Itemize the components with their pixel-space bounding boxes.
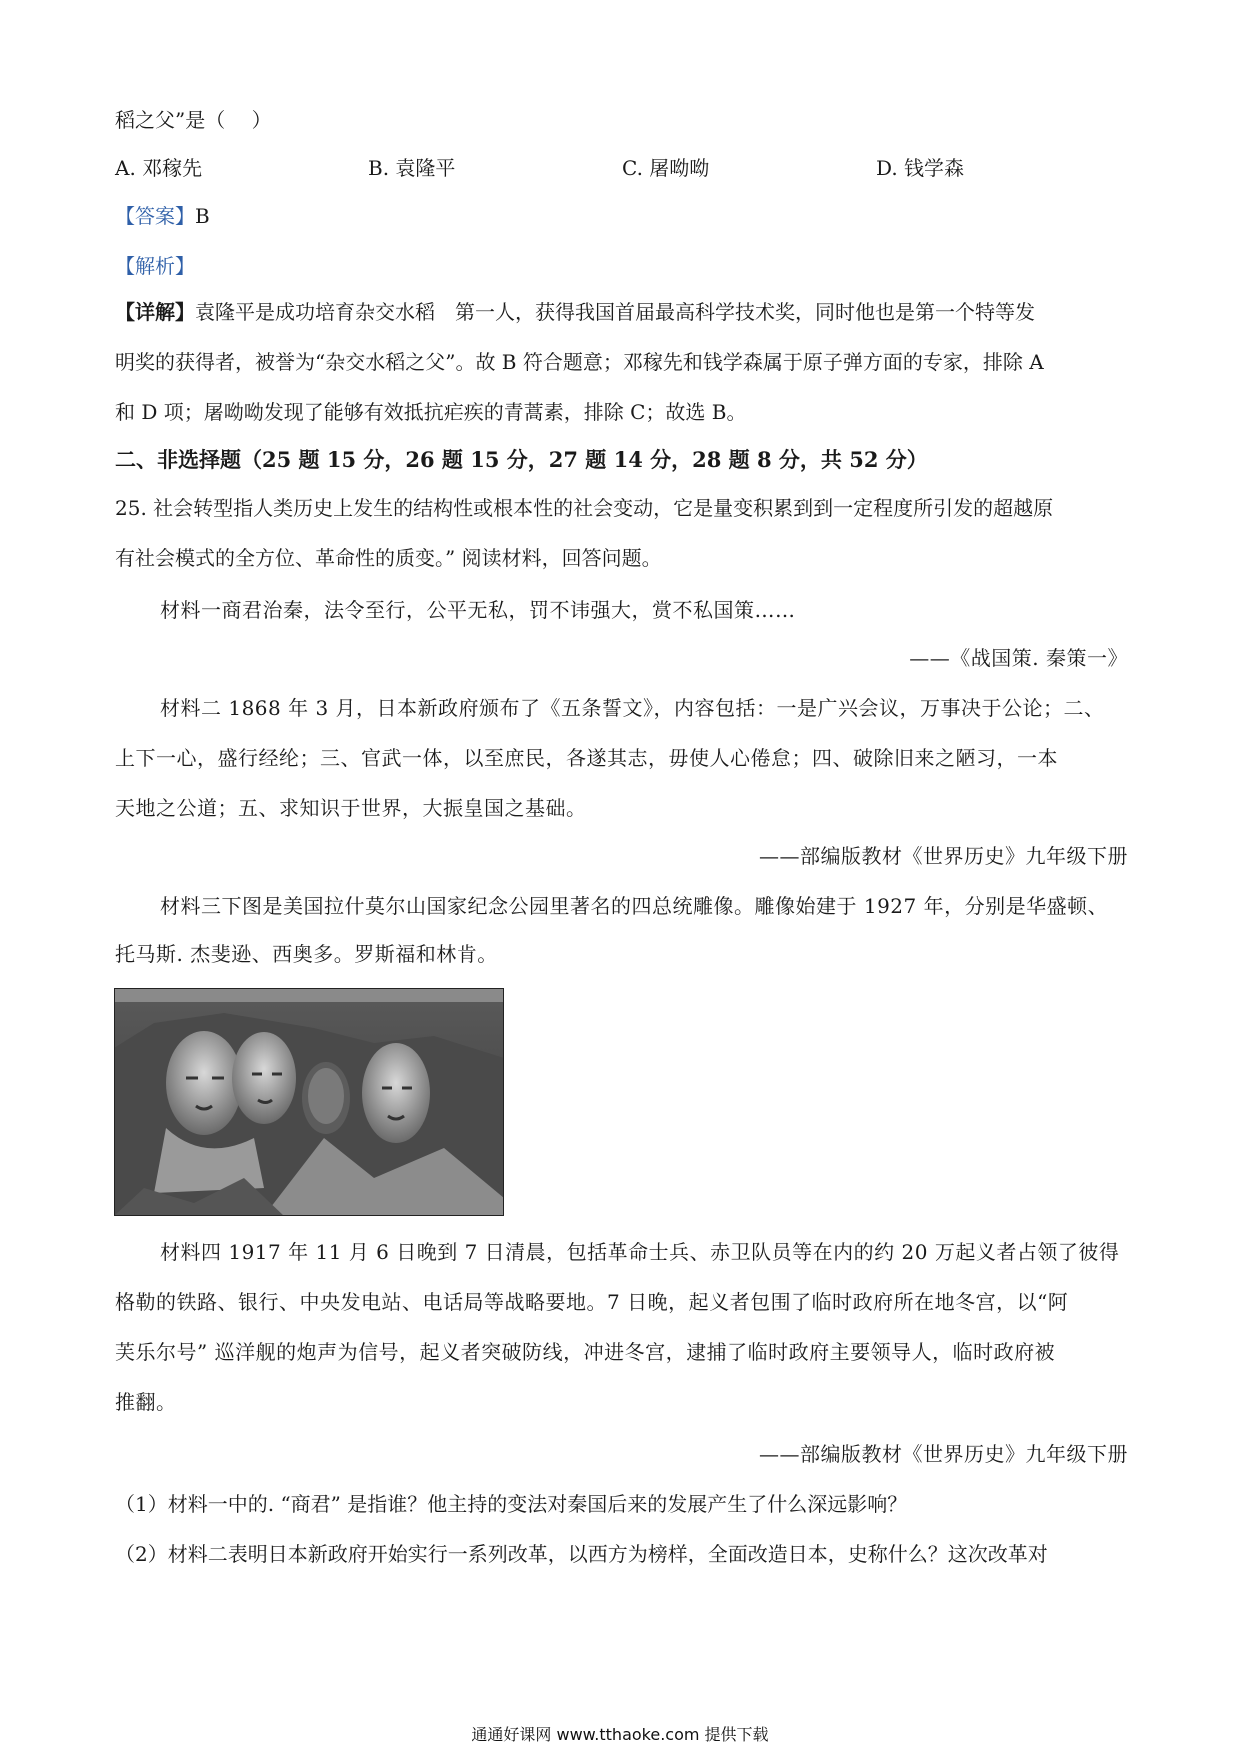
q25-intro-1: 25. 社会转型指人类历史上发生的结构性或根本性的社会变动，它是量变积累到到一定程度所引发的超越原 — [115, 496, 1054, 520]
material-4-line-3: 芙乐尔号” 巡洋舰的炮声为信号，起义者突破防线，冲进冬宫，逮捕了临时政府主要领导人，临时政府被 — [115, 1340, 1056, 1364]
answer-tag: 【答案】 — [115, 204, 195, 228]
material-2-line-3: 天地之公道；五、求知识于世界，大振皇国之基础。 — [115, 796, 587, 820]
answer-line — [115, 202, 210, 230]
option-a: A. 邓稼先 — [115, 156, 203, 180]
option-c: C. 屠呦呦 — [622, 156, 710, 180]
detail-tag: 【详解】 — [115, 300, 195, 324]
material-4-line-2: 格勒的铁路、银行、中央发电站、电话局等战略要地。7 日晚，起义者包围了临时政府所在地冬宫，以“阿 — [115, 1290, 1069, 1314]
section-heading: 二、非选择题（25 题 15 分，26 题 15 分，27 题 14 分，28 题 8 分，共 52 分） — [115, 447, 928, 472]
material-4-line-1: 材料四 1917 年 11 月 6 日晚到 7 日清晨，包括革命士兵、赤卫队员等在内的约 20 万起义者占领了彼得 — [160, 1240, 1120, 1264]
option-d: D. 钱学森 — [876, 156, 965, 180]
mount-rushmore-photo — [114, 988, 504, 1216]
detail-text-1: 袁隆平是成功培育杂交水稻 第一人，获得我国首届最高科学技术奖，同时他也是第一个特等发 — [195, 300, 1035, 324]
detail-line-3: 和 D 项；屠呦呦发现了能够有效抵抗疟疾的青蒿素，排除 C；故选 B。 — [115, 400, 747, 424]
material-4-line-4: 推翻。 — [115, 1390, 177, 1414]
material-3-line-2: 托马斯. 杰斐逊、西奥多。罗斯福和林肯。 — [115, 942, 498, 966]
material-3-line-1: 材料三下图是美国拉什莫尔山国家纪念公园里著名的四总统雕像。雕像始建于 1927 年，分别是华盛顿、 — [160, 894, 1109, 918]
material-2-line-2: 上下一心，盛行经纶；三、官武一体，以至庶民，各遂其志，毋使人心倦怠；四、破除旧来之陋习，一本 — [115, 746, 1058, 770]
question-stem-tail: 稻之父”是（ ） — [115, 108, 272, 132]
material-2-source: ——部编版教材《世界历史》九年级下册 — [759, 844, 1128, 868]
mount-rushmore-image — [114, 988, 504, 1216]
material-1-source: ——《战国策. 秦策一》 — [909, 646, 1128, 670]
detail-line-2: 明奖的获得者，被誉为“杂交水稻之父”。故 B 符合题意；邓稼先和钱学森属于原子弹方面的专家，排除 A — [115, 350, 1044, 374]
material-2-line-1: 材料二 1868 年 3 月，日本新政府颁布了《五条誓文》，内容包括：一是广兴会议，万事决于公论；二、 — [160, 696, 1105, 720]
sub-question-1: （1）材料一中的. “商君” 是指谁？他主持的变法对秦国后来的发展产生了什么深远影响？ — [115, 1492, 908, 1516]
sub-question-2: （2）材料二表明日本新政府开始实行一系列改革，以西方为榜样，全面改造日本，史称什么？这次改革对 — [115, 1542, 1048, 1566]
material-1: 材料一商君治秦，法令至行，公平无私，罚不讳强大，赏不私国策…… — [160, 598, 796, 622]
answer-value: B — [195, 204, 210, 228]
page-footer: 通通好课网 www.tthaoke.com 提供下载 — [471, 1725, 769, 1744]
detail-line-1 — [115, 298, 1035, 326]
material-4-source: ——部编版教材《世界历史》九年级下册 — [759, 1442, 1128, 1466]
analysis-tag: 【解析】 — [115, 254, 195, 278]
q25-intro-2: 有社会模式的全方位、革命性的质变。” 阅读材料，回答问题。 — [115, 546, 662, 570]
option-b: B. 袁隆平 — [368, 156, 456, 180]
